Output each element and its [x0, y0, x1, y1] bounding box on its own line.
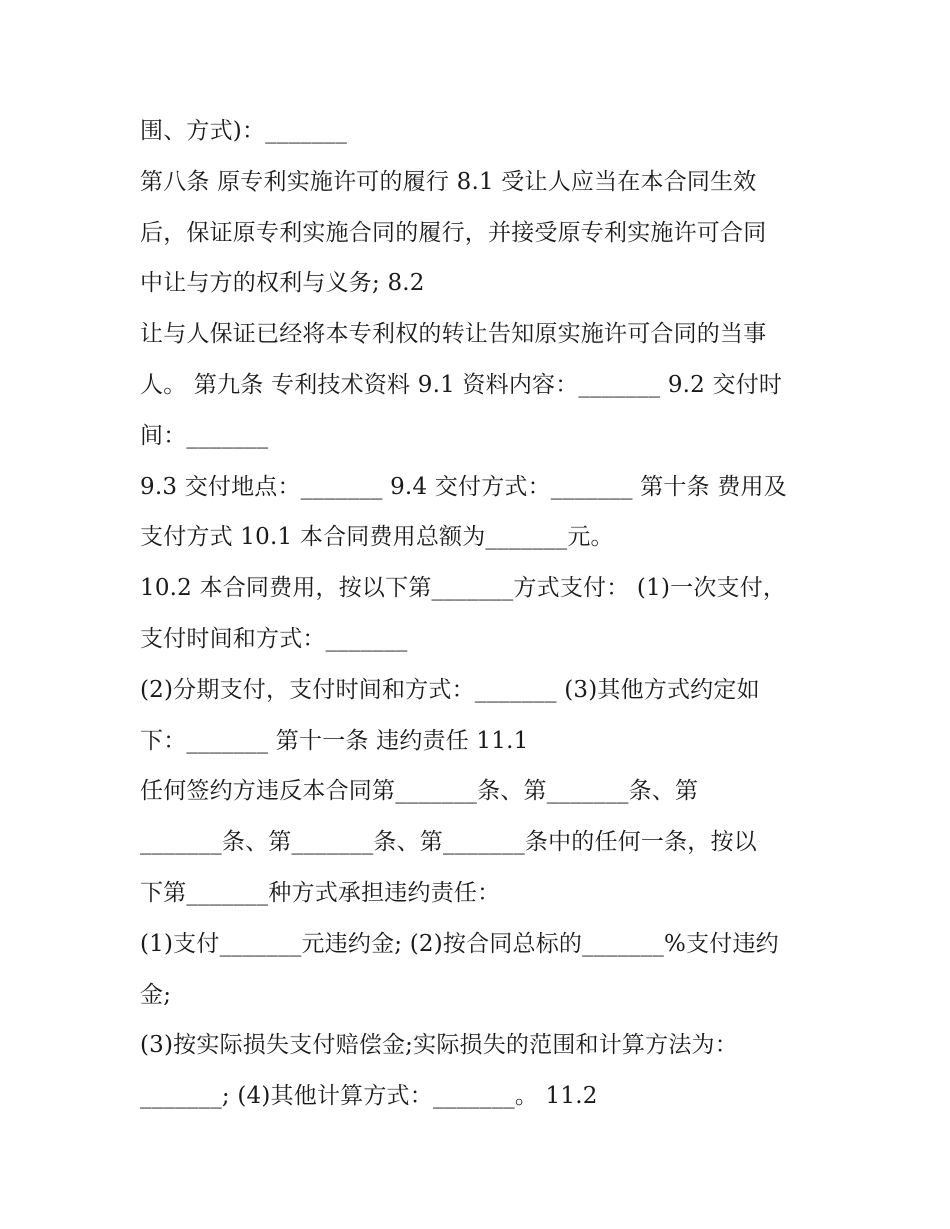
- text-line: 人。 第九条 专利技术资料 9.1 资料内容：_______ 9.2 交付时: [140, 371, 783, 398]
- text-line: 第八条 原专利实施许可的履行 8.1 受让人应当在本合同生效: [140, 168, 757, 195]
- text-line: 任何签约方违反本合同第_______条、第_______条、第: [140, 778, 699, 805]
- text-line: _______; (4)其他计算方式：_______。 11.2: [140, 1083, 598, 1110]
- text-line: (2)分期支付，支付时间和方式：_______ (3)其他方式约定如: [140, 676, 760, 703]
- text-line: 后，保证原专利实施合同的履行，并接受原专利实施许可合同: [140, 219, 767, 246]
- text-line: 下第_______种方式承担违约责任：: [140, 879, 501, 906]
- text-line: 支付方式 10.1 本合同费用总额为_______元。: [140, 524, 614, 551]
- text-line: 间：_______: [140, 422, 269, 449]
- text-line: 9.3 交付地点：_______ 9.4 交付方式：_______ 第十条 费用及: [140, 473, 787, 500]
- text-line: (1)支付_______元违约金; (2)按合同总标的_______%支付违约: [140, 930, 779, 957]
- text-line: (3)按实际损失支付赔偿金;实际损失的范围和计算方法为：: [140, 1032, 738, 1059]
- text-line: 支付时间和方式：_______: [140, 625, 408, 652]
- document-body: [140, 106, 820, 1122]
- text-line: 让与人保证已经将本专利权的转让告知原实施许可合同的当事: [140, 321, 767, 348]
- text-line: _______条、第_______条、第_______条中的任何一条，按以: [140, 829, 757, 856]
- text-line: 围、方式)：_______: [140, 118, 348, 144]
- text-line: 金;: [140, 981, 172, 1008]
- text-line: 中让与方的权利与义务; 8.2: [140, 270, 425, 297]
- text-line: 10.2 本合同费用，按以下第_______方式支付： (1)一次支付，: [140, 575, 787, 602]
- text-line: 下：_______ 第十一条 违约责任 11.1: [140, 727, 529, 754]
